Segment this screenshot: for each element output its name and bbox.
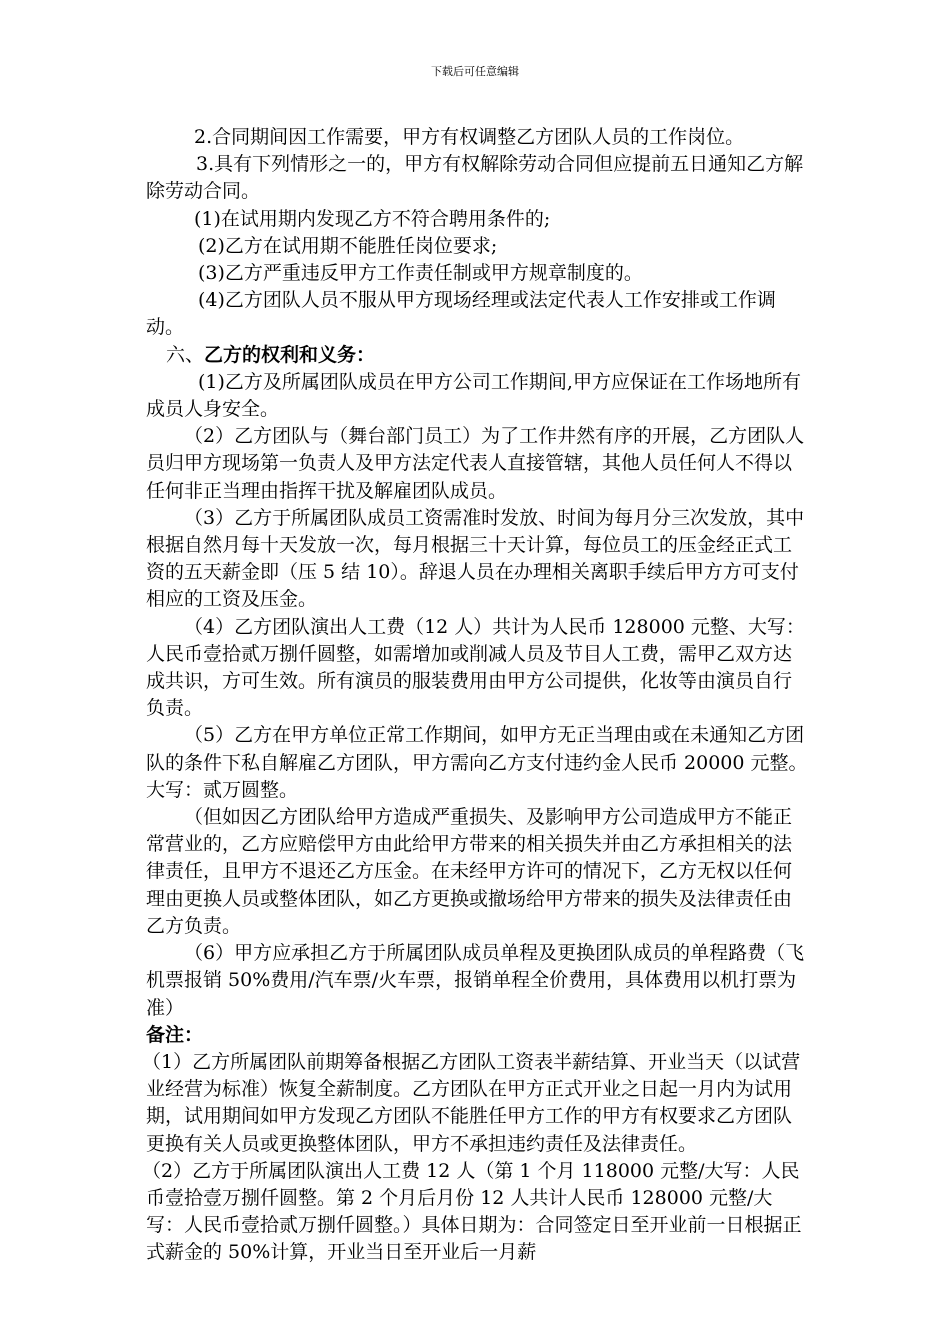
clause-6-1: (1)乙方及所属团队成员在甲方公司工作期间,甲方应保证在工作场地所有成员人身安全。 bbox=[146, 370, 801, 421]
clause-6-4: （4）乙方团队演出人工费（12 人）共计为人民币 128000 元整、大写：人民币壹拾贰万捌仟圆整，如需增加或削减人员及节目人工费，需甲乙双方达成共识，方可生效。所有演员的服装费用由甲方公司提供，化妆等由演员自行负责。 bbox=[146, 615, 805, 720]
document-body bbox=[142, 124, 810, 1267]
clause-5-3-3: (3)乙方严重违反甲方工作责任制或甲方规章制度的。 bbox=[198, 262, 643, 285]
paragraph-5-3: 3.具有下列情形之一的，甲方有权解除劳动合同但应提前五日通知乙方解除劳动合同。 bbox=[146, 153, 804, 203]
clause-6-5-note: （但如因乙方团队给甲方造成严重损失、及影响甲方公司造成甲方不能正常营业的，乙方应赔偿甲方由此给甲方带来的相关损失并由乙方承担相关的法律责任，且甲方不退还乙方压金。在未经甲方许可的情况下，乙方无权以任何理由更换人员或整体团队，如乙方更换或撤场给甲方带来的损失及法律责任由乙方负责。 bbox=[146, 806, 793, 937]
clause-6-3: （3）乙方于所属团队成员工资需准时发放、时间为每月分三次发放，其中根据自然月每十天发放一次，每月根据三十天计算，每位员工的压金经正式工资的五天薪金即（压 5 结 10）。辞退人员在办理相关离职手续后甲方方可支付相应的工资及压金。 bbox=[146, 506, 805, 611]
clause-6-6: （6）甲方应承担乙方于所属团队成员单程及更换团队成员的单程路费（飞机票报销 50%费用/汽车票/火车票，报销单程全价费用，具体费用以机打票为准） bbox=[146, 942, 805, 1019]
clause-5-3-4: (4)乙方团队人员不服从甲方现场经理或法定代表人工作安排或工作调动。 bbox=[146, 289, 776, 339]
page-header: 下载后可任意编辑 bbox=[431, 65, 519, 78]
section-six-title: 乙方的权利和义务： bbox=[204, 343, 376, 366]
paragraph-5-2: 2.合同期间因工作需要，甲方有权调整乙方团队人员的工作岗位。 bbox=[194, 126, 745, 148]
clause-6-5: （5）乙方在甲方单位正常工作期间，如甲方无正当理由或在未通知乙方团队的条件下私自解雇乙方团队，甲方需向乙方支付违约金人民币 20000 元整。大写：贰万圆整。 bbox=[146, 724, 808, 801]
note-2: （2）乙方于所属团队演出人工费 12 人（第 1 个月 118000 元整/大写：人民币壹拾壹万捌仟圆整。第 2 个月后月份 12 人共计人民币 128000 元整/大写：人民币壹拾贰万捌仟圆整。）具体日期为：合同签定日至开业前一日根据正式薪金的 50%计算，开业当日至开业后一月薪 bbox=[142, 1159, 802, 1264]
clause-5-3-2: (2)乙方在试用期不能胜任岗位要求; bbox=[198, 234, 498, 257]
clause-5-3-1: (1)在试用期内发现乙方不符合聘用条件的; bbox=[194, 207, 551, 230]
notes-label: 备注： bbox=[146, 1023, 204, 1046]
section-six-heading bbox=[146, 342, 810, 369]
note-1: （1）乙方所属团队前期筹备根据乙方团队工资表半薪结算、开业当天（以试营业经营为标准）恢复全薪制度。乙方团队在甲方正式开业之日起一月内为试用期，试用期间如甲方发现乙方团队不能胜任甲方工作的甲方有权要求乙方团队更换有关人员或更换整体团队，甲方不承担违约责任及法律责任。 bbox=[142, 1050, 801, 1155]
clause-6-2: （2）乙方团队与（舞台部门员工）为了工作井然有序的开展，乙方团队人员归甲方现场第一负责人及甲方法定代表人直接管辖，其他人员任何人不得以任何非正当理由指挥干扰及解雇团队成员。 bbox=[146, 425, 805, 502]
section-six-number: 六、 bbox=[166, 343, 205, 366]
